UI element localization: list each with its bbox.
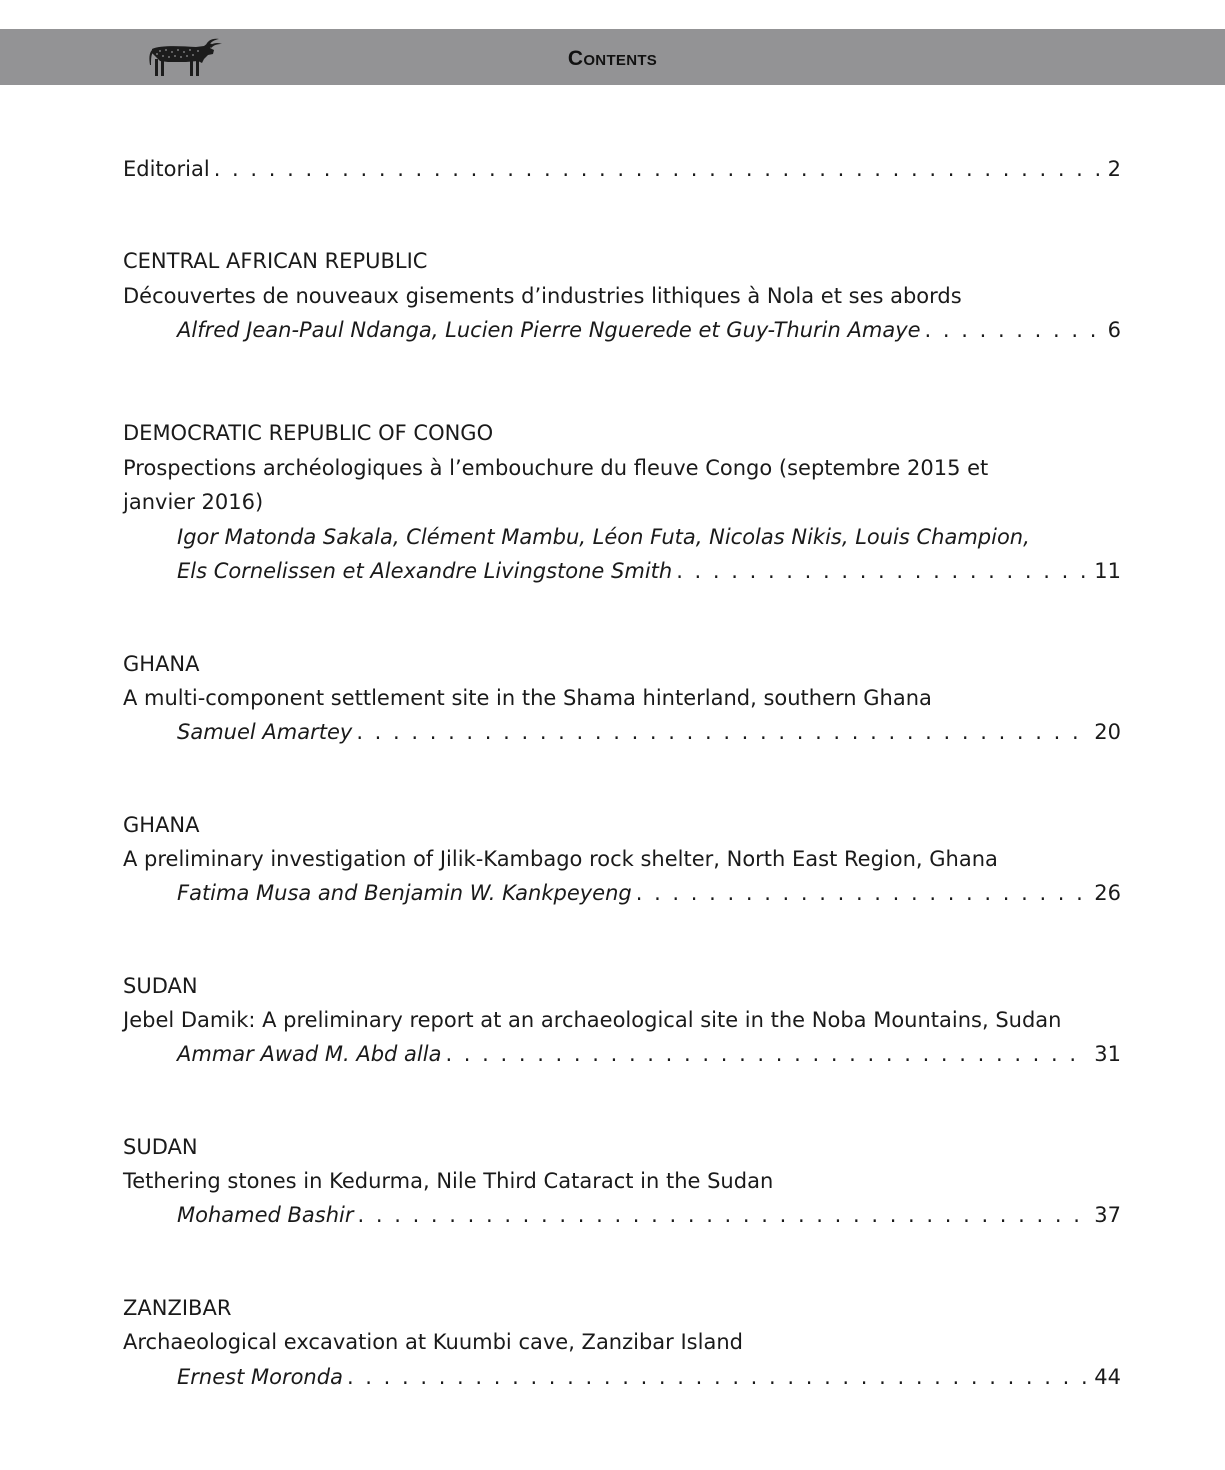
- leader-dots: [925, 314, 1104, 346]
- article-title[interactable]: A preliminary investigation of Jilik-Kambago rock shelter, North East Region, Ghana: [123, 847, 998, 871]
- article-title[interactable]: Prospections archéologiques à l’embouchure du fleuve Congo (septembre 2015 et: [123, 456, 989, 480]
- toc-entry-author[interactable]: [177, 314, 1121, 346]
- section-country: CENTRAL AFRICAN REPUBLIC: [123, 249, 428, 273]
- leader-dots: [636, 877, 1091, 909]
- page-number: 31: [1094, 1042, 1121, 1066]
- section-country: GHANA: [123, 652, 200, 676]
- toc-entry-author[interactable]: [177, 1361, 1121, 1393]
- leader-dots: [358, 1199, 1091, 1231]
- article-title[interactable]: janvier 2016): [123, 490, 264, 514]
- section-country: DEMOCRATIC REPUBLIC OF CONGO: [123, 421, 494, 445]
- page-number: 6: [1107, 318, 1121, 342]
- page-number: 20: [1094, 720, 1121, 744]
- article-authors: Alfred Jean-Paul Ndanga, Lucien Pierre Nguerede et Guy-Thurin Amaye: [177, 318, 921, 342]
- toc-entry-editorial[interactable]: [123, 153, 1121, 185]
- article-authors: Samuel Amartey: [177, 720, 353, 744]
- toc-entry-author[interactable]: [177, 1199, 1121, 1231]
- article-title[interactable]: Tethering stones in Kedurma, Nile Third Cataract in the Sudan: [123, 1169, 774, 1193]
- article-authors: Fatima Musa and Benjamin W. Kankpeyeng: [177, 881, 632, 905]
- article-authors: Ernest Moronda: [177, 1365, 343, 1389]
- article-title[interactable]: Jebel Damik: A preliminary report at an archaeological site in the Noba Mountains, Sudan: [123, 1008, 1062, 1032]
- entry-title: Editorial: [123, 157, 210, 181]
- leader-dots: [347, 1361, 1090, 1393]
- leader-dots: [676, 555, 1090, 587]
- article-authors-line: Igor Matonda Sakala, Clément Mambu, Léon Futa, Nicolas Nikis, Louis Champion,: [177, 525, 1030, 549]
- page-number: 37: [1094, 1203, 1121, 1227]
- article-authors: Mohamed Bashir: [177, 1203, 354, 1227]
- toc-entry-author[interactable]: [177, 716, 1121, 748]
- section-country: GHANA: [123, 813, 200, 837]
- leader-dots: [356, 716, 1090, 748]
- page-number: 26: [1094, 881, 1121, 905]
- toc-entry-author[interactable]: [177, 1038, 1121, 1070]
- toc-entry-author[interactable]: [177, 877, 1121, 909]
- article-authors: Els Cornelissen et Alexandre Livingstone Smith: [177, 559, 673, 583]
- page-number: 44: [1094, 1365, 1121, 1389]
- page-number: 11: [1094, 559, 1121, 583]
- leader-dots: [445, 1038, 1090, 1070]
- page-number: 2: [1107, 157, 1121, 181]
- article-title[interactable]: A multi-component settlement site in the Shama hinterland, southern Ghana: [123, 686, 932, 710]
- section-country: SUDAN: [123, 974, 198, 998]
- section-country: ZANZIBAR: [123, 1296, 232, 1320]
- article-authors: Ammar Awad M. Abd alla: [177, 1042, 442, 1066]
- article-title[interactable]: Archaeological excavation at Kuumbi cave, Zanzibar Island: [123, 1330, 743, 1354]
- article-title[interactable]: Découvertes de nouveaux gisements d’industries lithiques à Nola et ses abords: [123, 284, 962, 308]
- header-title: Contents: [567, 47, 658, 70]
- article-authors: [177, 521, 1121, 553]
- page-header: [0, 29, 1225, 85]
- leader-dots: [214, 153, 1104, 185]
- section-country: SUDAN: [123, 1135, 198, 1159]
- toc-entry-author[interactable]: [177, 555, 1121, 587]
